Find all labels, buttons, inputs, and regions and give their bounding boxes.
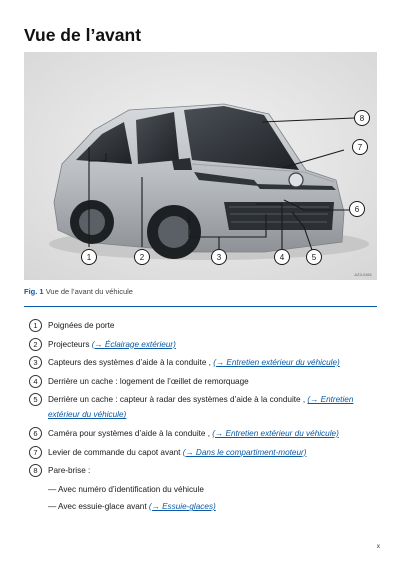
- link-compartiment-moteur[interactable]: (→ Dans le compartiment-moteur): [182, 447, 307, 457]
- callout-4: [275, 250, 290, 265]
- svg-text:4: 4: [279, 253, 285, 262]
- caption-text: Vue de l’avant du véhicule: [45, 287, 133, 296]
- item-text: Pare-brise :: [48, 466, 91, 476]
- callout-1: [82, 250, 97, 265]
- callout-8: [355, 111, 370, 126]
- item-text: Capteurs des systèmes d’aide à la conduite ,: [48, 358, 214, 368]
- link-essuie-glaces[interactable]: (→ Essuie-glaces): [148, 502, 216, 512]
- front-view-figure: [24, 52, 377, 280]
- callout-6: [350, 202, 365, 217]
- sub-item-wiper: [24, 499, 380, 514]
- callout-2: [135, 250, 150, 265]
- divider: [24, 306, 377, 307]
- item-text: Derrière un cache : capteur à radar des systèmes d’aide à la conduite ,: [48, 395, 308, 405]
- legend-item-3: [24, 355, 380, 370]
- item-number: 3: [29, 356, 42, 369]
- item-text: Levier de commande du capot avant: [48, 447, 183, 457]
- svg-text:1: 1: [86, 253, 92, 262]
- legend-item-6: [24, 426, 380, 441]
- item-text: Projecteurs: [48, 339, 92, 349]
- figure-code: AZ3-0461: [354, 272, 372, 277]
- item-text: Derrière un cache : logement de l’œillet de remorquage: [48, 376, 249, 386]
- item-number: 6: [29, 427, 42, 440]
- item-text: Caméra pour systèmes d’aide à la conduite ,: [48, 428, 213, 438]
- legend-list: [24, 318, 380, 517]
- item-number: 1: [29, 319, 42, 332]
- svg-text:8: 8: [359, 114, 365, 123]
- item-number: 2: [29, 338, 42, 351]
- legend-item-1: [24, 318, 380, 333]
- item-text: Poignées de porte: [48, 321, 115, 330]
- link-entretien-exterieur[interactable]: (→ Entretien extérieur du véhicule): [48, 395, 354, 420]
- item-number: 4: [29, 375, 42, 388]
- link-entretien-exterieur[interactable]: (→ Entretien extérieur du véhicule): [212, 428, 339, 438]
- legend-item-7: [24, 445, 380, 460]
- item-number: 8: [29, 464, 42, 477]
- item-number: 5: [29, 393, 42, 406]
- svg-text:5: 5: [311, 253, 317, 262]
- sub-item-vin: [24, 482, 380, 497]
- page-title: Vue de l’avant: [24, 25, 142, 45]
- link-eclairage-exterieur[interactable]: (→ Éclairage extérieur): [91, 339, 176, 349]
- legend-item-4: [24, 374, 380, 389]
- link-entretien-exterieur[interactable]: (→ Entretien extérieur du véhicule): [213, 358, 340, 368]
- sub-item-text: — Avec numéro d’identification du véhicule: [48, 484, 204, 494]
- item-number: 7: [29, 446, 42, 459]
- svg-text:3: 3: [216, 253, 222, 262]
- legend-item-8: [24, 463, 380, 478]
- legend-item-5: [24, 392, 380, 422]
- page-number: x: [376, 543, 380, 550]
- callout-3: [212, 250, 227, 265]
- callout-5: [307, 250, 322, 265]
- car-illustration: [24, 52, 377, 280]
- svg-text:7: 7: [357, 143, 363, 152]
- sub-item-text: — Avec essuie-glace avant: [48, 502, 149, 512]
- figure-number: Fig. 1: [24, 287, 44, 296]
- callout-7: [353, 140, 368, 155]
- svg-text:6: 6: [354, 205, 360, 214]
- legend-item-2: [24, 337, 380, 352]
- figure-caption: [24, 287, 133, 296]
- svg-text:2: 2: [139, 253, 145, 262]
